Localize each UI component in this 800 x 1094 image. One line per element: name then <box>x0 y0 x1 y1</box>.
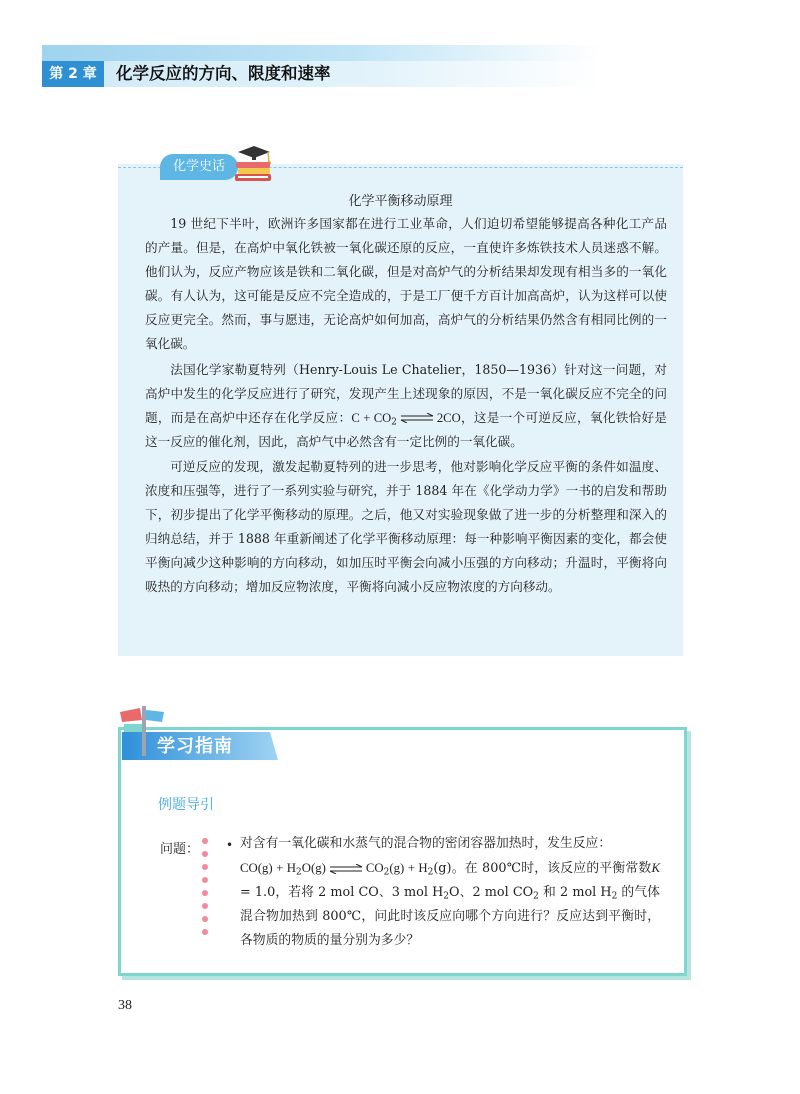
q-mid2: 和 2 mol H <box>538 885 612 900</box>
history-paragraph-2 <box>145 358 667 454</box>
example-label: 例题导引 <box>158 797 214 813</box>
q-eq-d: (g) + H <box>389 861 428 875</box>
q-k-val: = 1.0，若将 2 mol CO、3 mol H <box>240 885 444 900</box>
dot-column-icon <box>200 837 210 945</box>
reversible-arrow-icon-2 <box>329 864 363 874</box>
eq-left-sub: 2 <box>391 417 397 428</box>
q-eq-c: CO <box>365 861 384 875</box>
q-mid-sub: 2 <box>533 891 539 902</box>
question-bullet: • <box>226 838 234 852</box>
para2-before-eq: 法国化学家勒夏特列（Henry-Louis Le Chatelier，1850—1936）针对这一问题，对高炉中发生的化学反应进行了研究，发现产生上述现象的原因，不是一氧化碳反应不完全的问题，而是在高炉中还存在化学反应： <box>145 361 667 425</box>
question-label: 问题： <box>160 842 200 857</box>
reversible-arrow-icon <box>400 413 434 423</box>
history-paragraph-3: 可逆反应的发现，激发起勒夏特列的进一步思考，他对影响化学反应平衡的条件如温度、浓度和压强等，进行了一系列实验与研究，并于 1884 年在《化学动力学》一书的启发和帮助下，初步提出了化学平衡移动的原理。之后，他又对实验现象做了进一步的分析整理和深入的归纳总结，并于 1888 年重新阐述了化学平衡移动原理：每一种影响平衡因素的变化，都会使平衡向减少这种影响的方向移动，如加压时平衡会向减小压强的方向移动；升温时，平衡将向吸热的方向移动；增加反应物浓度，平衡将向减小反应物浓度的方向移动。 <box>145 458 667 595</box>
guide-title: 学习指南 <box>157 736 233 757</box>
chapter-label: 第 2 章 <box>42 61 104 87</box>
q-mid: O、2 mol CO <box>449 885 534 900</box>
eq-right: 2CO <box>436 410 461 425</box>
book-stack-icon <box>232 142 274 186</box>
chapter-title: 化学反应的方向、限度和速率 <box>116 64 331 83</box>
history-tab: 化学史话 <box>160 154 238 180</box>
q-line1: 对含有一氧化碳和水蒸气的混合物的密闭容器加热时，发生反应： <box>240 836 612 851</box>
page-number: 38 <box>118 998 132 1013</box>
q-eq-d-sub: 2 <box>427 867 434 878</box>
eq-left: C + CO <box>351 410 392 425</box>
para2-after-eq: ，这是一个可逆反应，氧化铁恰好是这一反应的催化剂，因此，高炉气中必然含有一定比例的一氧化碳。 <box>145 409 668 449</box>
q-eq-b: O(g) <box>301 861 326 875</box>
header-band <box>42 45 602 61</box>
q-eq-a: CO(g) + H <box>240 861 297 875</box>
history-paragraph-1: 19 世纪下半叶，欧洲许多国家都在进行工业革命，人们迫切希望能够提高各种化工产品的产量。但是，在高炉中氧化铁被一氧化碳还原的反应，一直使许多炼铁技术人员迷惑不解。他们认为，反应产物应该是铁和二氧化碳，但是对高炉气的分析结果却发现有相当多的一氧化碳。有人认为，这可能是反应不完全造成的，于是工厂便千方百计加高高炉，认为这样可以使反应更完全。然而，事与愿违，无论高炉如何加高，高炉气的分析结果仍然含有相同比例的一氧化碳。 <box>145 216 667 352</box>
q-eq-c-sub: 2 <box>383 867 390 878</box>
q-mid2-sub: 2 <box>611 891 618 902</box>
question-text <box>240 832 660 953</box>
q-eq-e: (g)。在 800℃时，该反应的平衡常数 <box>433 861 652 876</box>
q-k-symbol: K <box>651 861 660 875</box>
q-eq-a-sub: 2 <box>296 867 302 878</box>
history-heading: 化学平衡移动原理 <box>348 194 453 209</box>
q-tail: 的气体混合物加热到 800℃，问此时该反应向哪个方向进行？反应达到平衡时，各物质的物质的量分别为多少？ <box>240 885 660 948</box>
history-body <box>145 212 667 600</box>
q-k-sub1: 2 <box>443 891 449 902</box>
